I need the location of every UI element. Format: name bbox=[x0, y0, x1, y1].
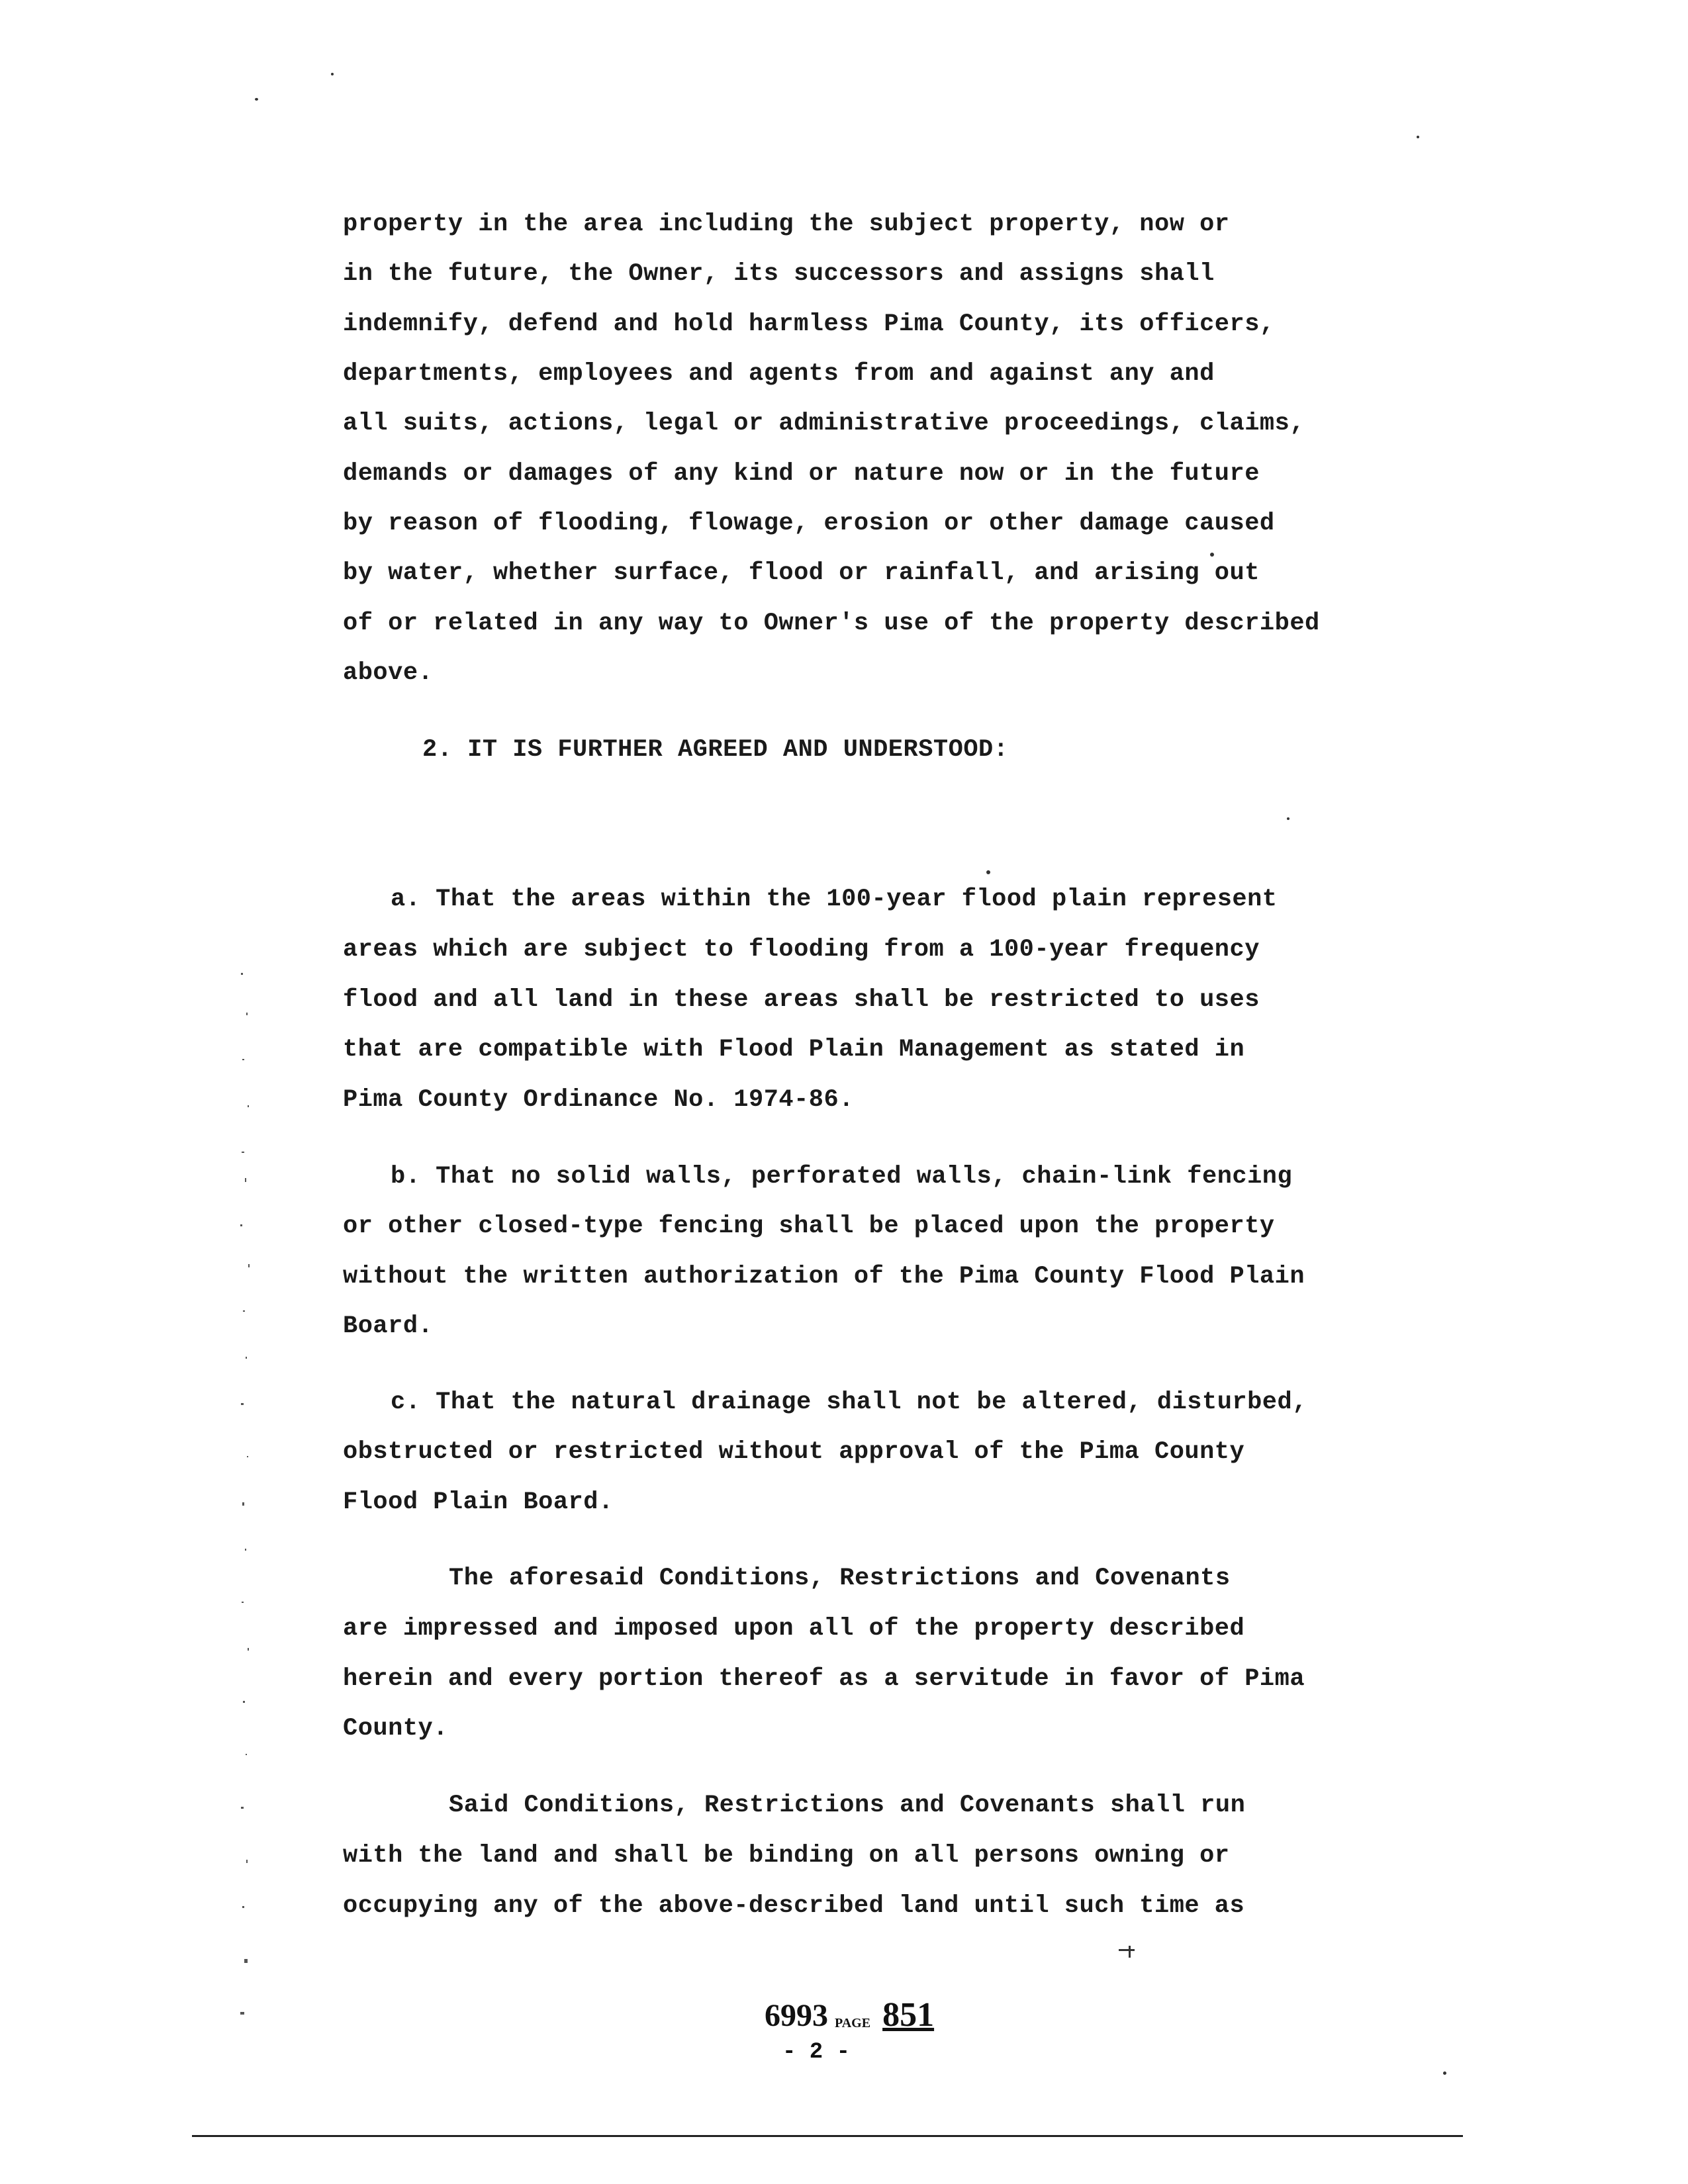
text-line: indemnify, defend and hold harmless Pima County, its officers, bbox=[343, 310, 1275, 338]
book-number: 6993 bbox=[765, 1998, 828, 2033]
scan-speck bbox=[1287, 817, 1289, 820]
aforesaid-line: County. bbox=[343, 1715, 448, 1743]
text-line: demands or damages of any kind or nature now or in the future bbox=[343, 460, 1260, 488]
text-line: all suits, actions, legal or administrative proceedings, claims, bbox=[343, 410, 1305, 437]
said-line: with the land and shall be binding on all persons owning or bbox=[343, 1842, 1230, 1870]
item-c-line: obstructed or restricted without approval of the Pima County bbox=[343, 1438, 1245, 1466]
item-c-line: c. That the natural drainage shall not be altered, disturbed, bbox=[391, 1388, 1307, 1416]
text-line: departments, employees and agents from and against any and bbox=[343, 360, 1215, 388]
text-line: above. bbox=[343, 659, 434, 687]
scan-speck bbox=[1443, 2071, 1446, 2075]
scan-noise bbox=[238, 953, 258, 2052]
item-a-line: a. That the areas within the 100-year flood plain represent bbox=[391, 886, 1278, 913]
said-line: occupying any of the above-described land until such time as bbox=[343, 1892, 1245, 1920]
text-line: in the future, the Owner, its successors and assigns shall bbox=[343, 260, 1215, 288]
scan-speck bbox=[255, 98, 258, 101]
text-line: of or related in any way to Owner's use of the property described bbox=[343, 610, 1320, 637]
item-a-line: that are compatible with Flood Plain Management as stated in bbox=[343, 1036, 1245, 1064]
scan-speck bbox=[331, 73, 334, 75]
text-line: by water, whether surface, flood or rainfall, and arising out bbox=[343, 559, 1260, 587]
scan-speck bbox=[1129, 1946, 1131, 1958]
page-number: 851 bbox=[882, 1996, 935, 2034]
aforesaid-line: are impressed and imposed upon all of the property described bbox=[343, 1615, 1245, 1643]
item-b-line: or other closed-type fencing shall be placed upon the property bbox=[343, 1212, 1275, 1240]
text-line: property in the area including the subject property, now or bbox=[343, 210, 1230, 238]
recording-reference bbox=[765, 1995, 934, 2034]
item-a-line: areas which are subject to flooding from a 100-year frequency bbox=[343, 936, 1260, 964]
scan-speck bbox=[986, 870, 990, 874]
sheet-number: - 2 - bbox=[782, 2040, 851, 2065]
bottom-rule bbox=[192, 2135, 1463, 2137]
item-b-line: without the written authorization of the Pima County Flood Plain bbox=[343, 1263, 1305, 1291]
item-a-line: Pima County Ordinance No. 1974-86. bbox=[343, 1086, 854, 1114]
page-label: PAGE bbox=[835, 2015, 871, 2030]
scan-speck bbox=[1119, 1949, 1135, 1951]
text-line: by reason of flooding, flowage, erosion or other damage caused bbox=[343, 510, 1275, 537]
aforesaid-line: The aforesaid Conditions, Restrictions and Covenants bbox=[449, 1565, 1231, 1592]
scan-speck bbox=[1417, 136, 1419, 138]
item-b-line: b. That no solid walls, perforated walls, chain-link fencing bbox=[391, 1163, 1293, 1191]
section-heading: 2. IT IS FURTHER AGREED AND UNDERSTOOD: bbox=[422, 736, 1009, 764]
item-b-line: Board. bbox=[343, 1312, 434, 1340]
scan-speck bbox=[1210, 553, 1214, 557]
said-line: Said Conditions, Restrictions and Covenants shall run bbox=[449, 1792, 1246, 1819]
item-a-line: flood and all land in these areas shall be restricted to uses bbox=[343, 986, 1260, 1014]
item-c-line: Flood Plain Board. bbox=[343, 1488, 614, 1516]
aforesaid-line: herein and every portion thereof as a servitude in favor of Pima bbox=[343, 1665, 1305, 1693]
